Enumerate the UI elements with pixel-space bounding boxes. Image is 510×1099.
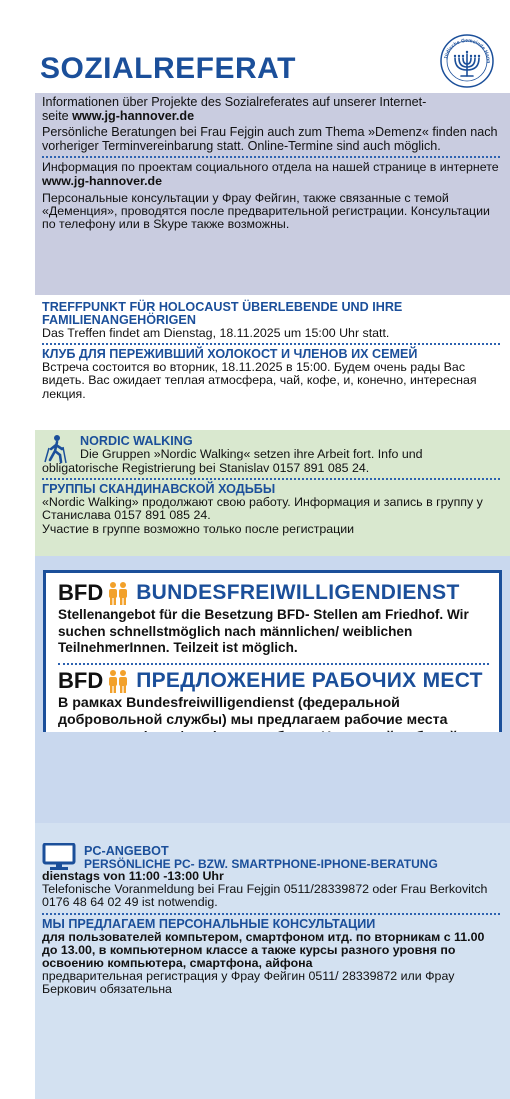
dotted-divider <box>58 663 489 665</box>
info-de-paragraph-2: Persönliche Beratungen bei Frau Fejgin auch zum Thema »Demenz« finden nach vorheriger Terminvereinbarung statt. Online-Termine sind auch möglich. <box>42 125 498 153</box>
pc-de-text: Telefonische Voranmeldung bei Frau Fejgin 0511/28339872 oder Frau Berkovitch 0176 48 64 02 49 ist notwendig. <box>42 882 488 910</box>
info-de-paragraph-1 <box>42 96 500 123</box>
bfd-ru-title: ПРЕДЛОЖЕНИЕ РАБОЧИХ МЕСТ <box>136 668 483 692</box>
logo-arc-text: Jüdische Gemeinde Hann <box>443 37 492 64</box>
pc-ru-bold-text: для пользователей компьтером, смартфоном итд. по вторникам с 11.00 до 13.00, в компьютерном классе а также курсы разного уровня по освоению компьютера, смартфона, айфона <box>42 929 485 971</box>
info-section <box>35 93 510 295</box>
bfd-de-title: BUNDESFREIWILLIGENDIENST <box>136 581 460 604</box>
holocaust-de-text: Das Treffen findet am Dienstag, 18.11.2025 um 15:00 Uhr statt. <box>42 326 390 340</box>
bfd-prefix: BFD <box>58 580 104 605</box>
holocaust-section <box>35 297 510 413</box>
bfd-section <box>35 556 510 732</box>
dotted-divider <box>42 913 500 915</box>
pc-time: dienstags von 11:00 -13:00 Uhr <box>42 869 224 883</box>
page-title: SOZIALREFERAT <box>40 52 296 85</box>
community-logo <box>440 34 494 88</box>
pc-ru-text: предварительная регистрация у Фрау Фейгин 0511/ 28339872 или Фрау Беркович обязательна <box>42 969 455 997</box>
nordic-walking-section <box>35 430 510 556</box>
walker-icon <box>42 434 72 464</box>
dotted-divider <box>42 156 500 158</box>
pc-ru-heading: МЫ ПРЕДЛАГАЕМ ПЕРСОНАЛЬНЫЕ КОНСУЛЬТАЦИИ <box>42 916 376 931</box>
info-de-text-1: Informationen über Projekte des Sozialreferates auf unserer Internet- <box>42 95 427 109</box>
walking-ru-text-2: Участие в группе возможно только после регистрации <box>42 521 355 536</box>
holocaust-ru-heading: КЛУБ ДЛЯ ПЕРЕЖИВШИЙ ХОЛОКОСТ И ЧЛЕНОВ ИХ СЕМЕЙ <box>42 347 418 362</box>
info-ru-paragraph-1 <box>42 161 500 187</box>
dotted-divider <box>42 478 500 480</box>
info-ru-paragraph-2: Персональные консультации у Фрау Фейгин, также связанные с темой «Деменция», проводятся после предварительной регистрации. Консультации по телефону или в Skype также возможны. <box>42 190 490 232</box>
people-icon <box>106 669 130 693</box>
info-ru-text-1: Информация по проектам социального отдела на нашей странице в интернете <box>42 160 499 175</box>
holocaust-de-heading: TREFFPUNKT FÜR HOLOCAUST ÜBERLEBENDE UND IHRE FAMILIENANGEHÖRIGEN <box>42 300 403 327</box>
walking-de-text-2: obligatorische Registrierung bei Stanislav 0157 891 085 24. <box>42 461 370 475</box>
walking-ru-text: «Nordic Walking» продолжают свою работу. Информация и запись в группу у Станислава 0157 891 085 24. <box>42 495 483 523</box>
pc-heading: PC-ANGEBOT <box>84 844 169 858</box>
holocaust-ru-text: Встреча состоится во вторник, 18.11.2025 в 15:00. Будем очень рады Вас видеть. Вас ожидает теплая атмосфера, чай, кофе, и, конечно, интересная лекция. <box>42 360 477 401</box>
bfd-ru-text: В рамках Bundesfreiwilligendienst (федеральной добровольной службы) мы предлагаем рабочие места <box>58 694 448 728</box>
walking-ru-heading: ГРУППЫ СКАНДИНАВСКОЙ ХОДЬБЫ <box>42 482 276 497</box>
people-icon <box>106 581 130 605</box>
pc-subheading: PERSÖNLICHE PC- BZW. SMARTPHONE-IPHONE-BERATUNG <box>84 857 438 871</box>
info-ru-url[interactable]: www.jg-hannover.de <box>42 173 163 188</box>
bfd-prefix-ru: BFD <box>58 667 104 693</box>
dotted-divider <box>42 343 500 345</box>
bfd-de-text: Stellenangebot für die Besetzung BFD- Stellen am Friedhof. Wir suchen schnellstmöglich nach männlichen/ weiblichen TeilnehmerInnen. Teilzeit ist möglich. <box>58 607 469 655</box>
walking-de-heading: NORDIC WALKING <box>80 434 193 448</box>
bfd-section-bottom <box>35 732 510 823</box>
walking-de-text-1: Die Gruppen »Nordic Walking« setzen ihre Arbeit fort. Info und <box>80 447 423 461</box>
info-de-text-1b: seite <box>42 108 73 123</box>
pc-section <box>35 823 510 1099</box>
info-de-url[interactable]: www.jg-hannover.de <box>72 108 195 123</box>
